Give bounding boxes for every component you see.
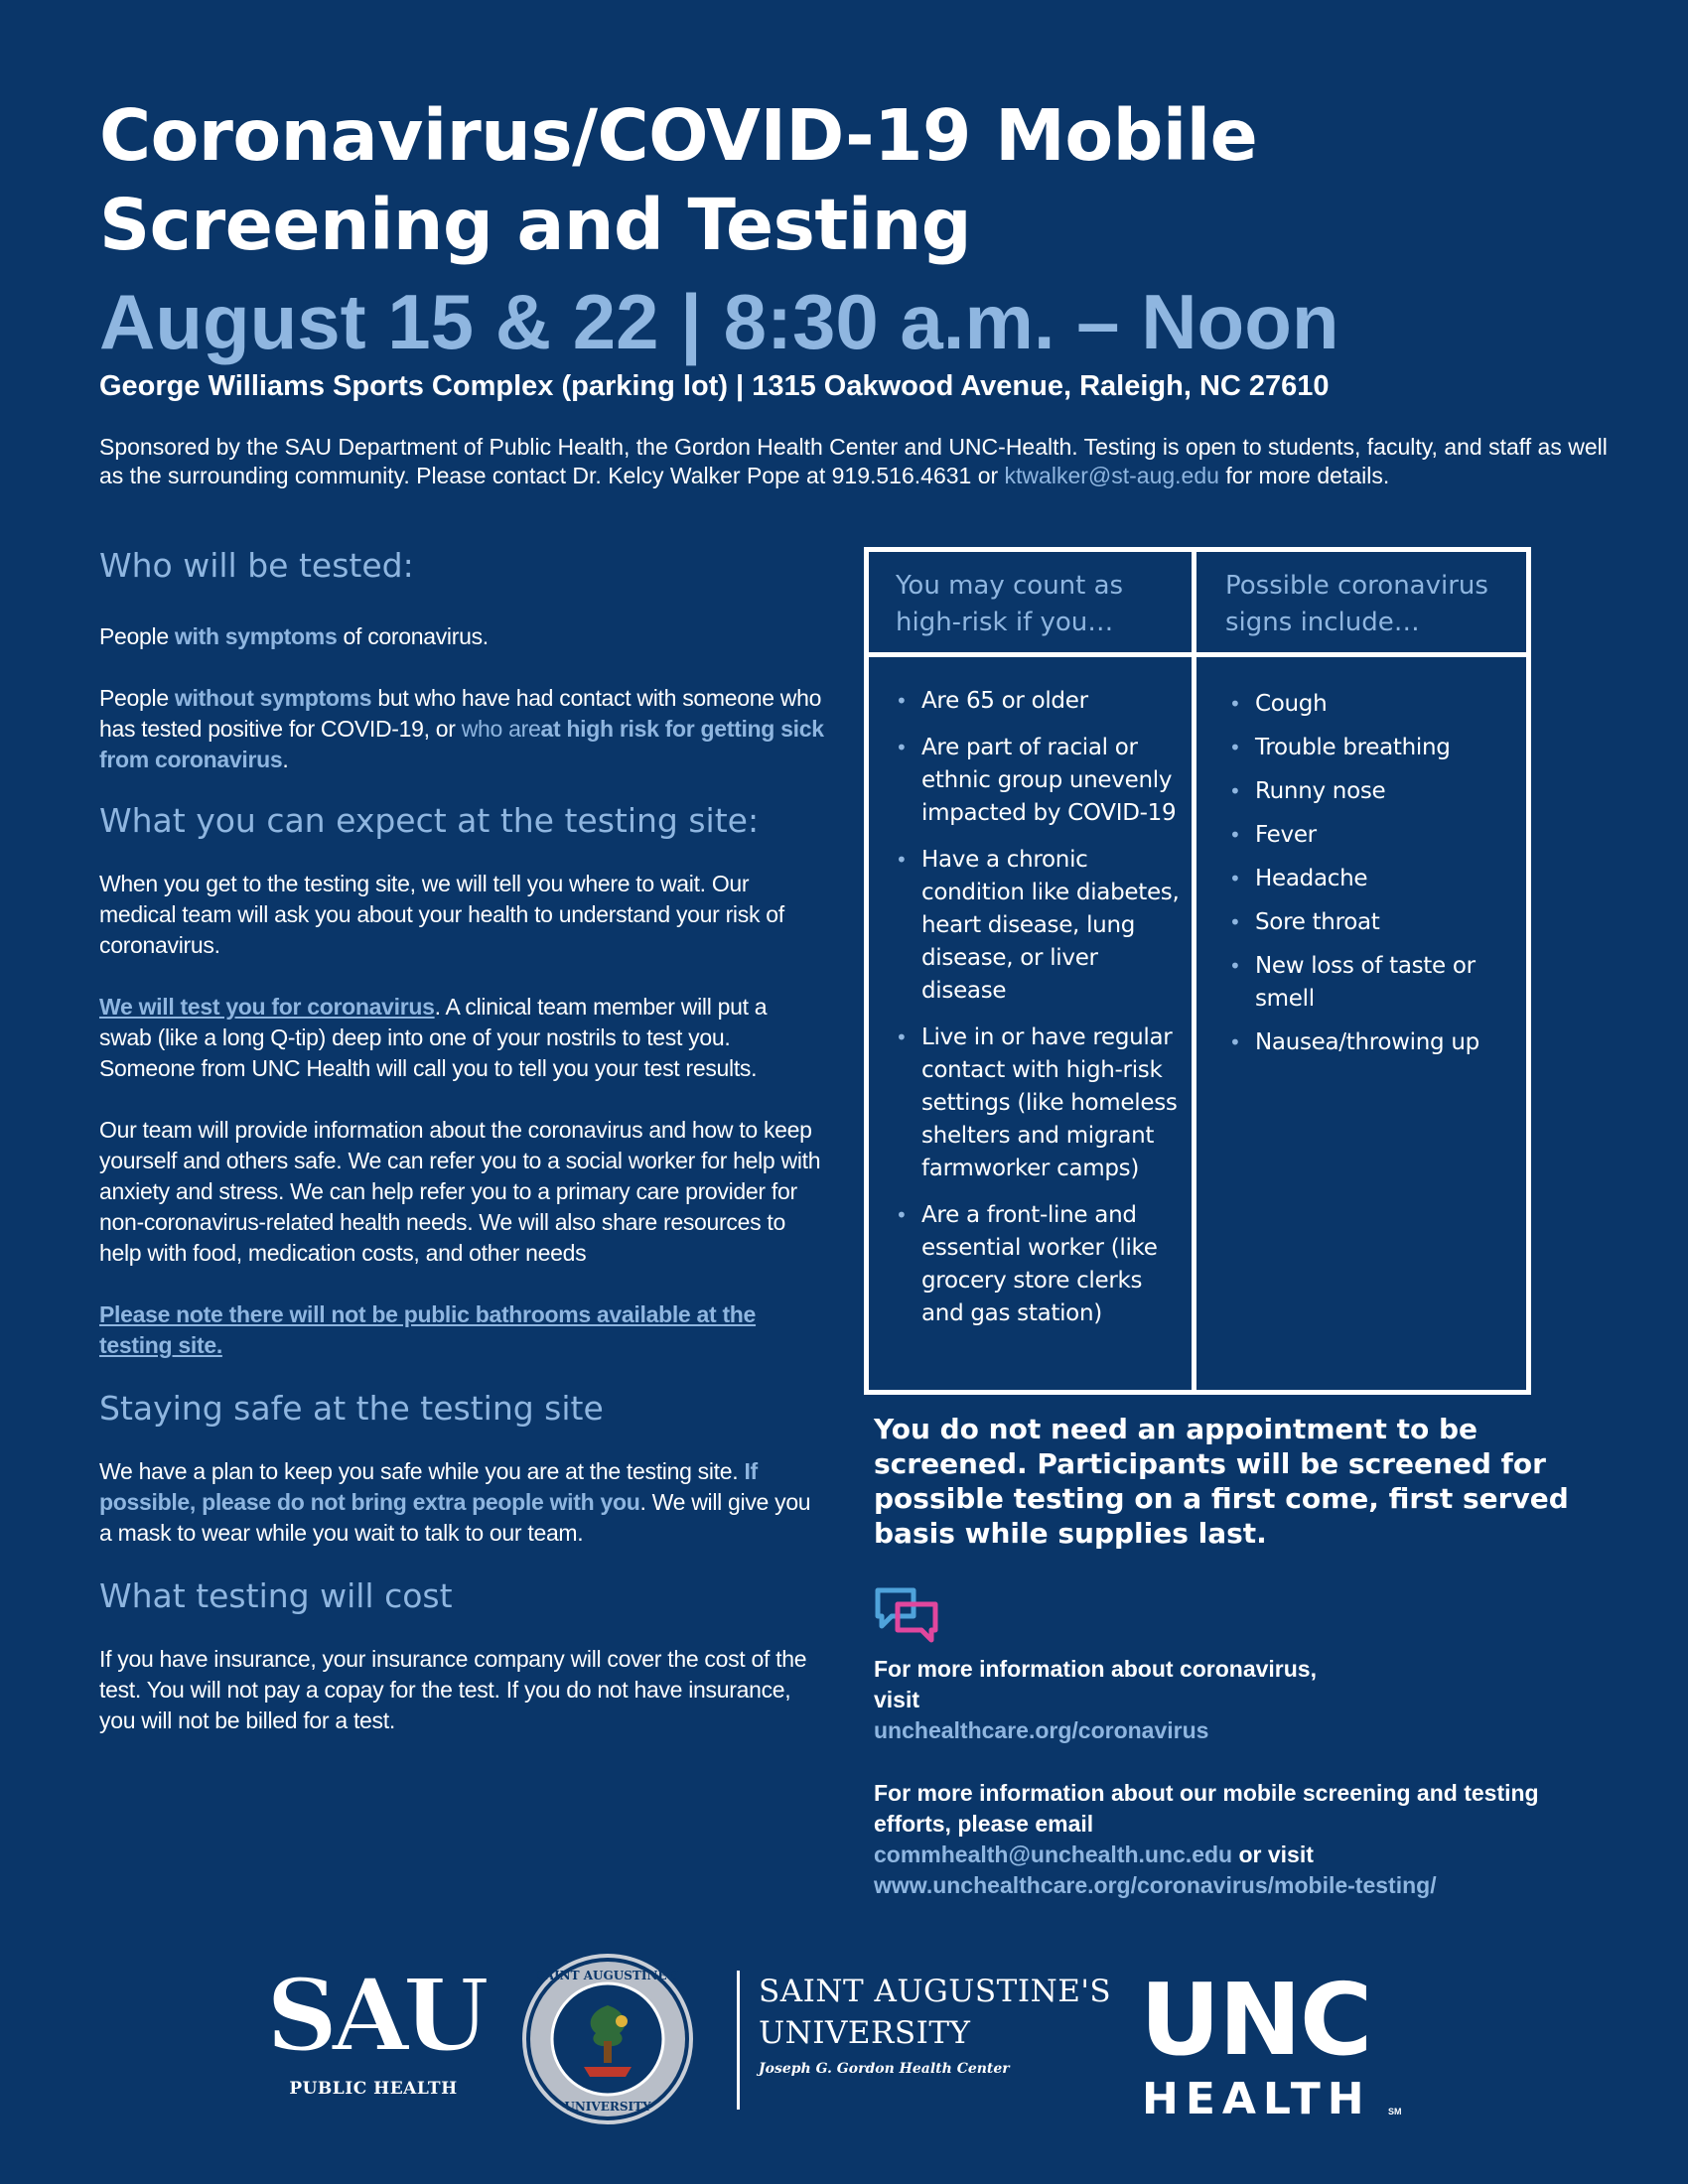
sponsor-paragraph <box>99 433 1609 490</box>
bullet-icon: • <box>1229 1030 1241 1054</box>
gordon-health-center: Joseph G. Gordon Health Center <box>759 2061 1010 2077</box>
high-risk-item: • Have a chronic condition like diabetes, heart disease, lung disease, or liver disease <box>894 844 1188 1008</box>
univ-name-line-1: SAINT AUGUSTINE'S <box>759 1974 1112 2009</box>
bullet-icon: • <box>896 1025 908 1049</box>
more-info-line-1: For more information about coronavirus, visit <box>874 1656 1317 1712</box>
appointment-note: You do not need an appointment to be screened. Participants will be screened for possible testing on a first come, first served basis while supplies last. <box>874 1413 1569 1550</box>
commhealth-email-link[interactable]: commhealth@unchealth.unc.edu <box>874 1842 1233 1867</box>
symptom-item: • Sore throat <box>1227 906 1521 939</box>
left-column <box>99 546 824 1736</box>
bullet-icon: • <box>1229 954 1241 978</box>
bullet-icon: • <box>896 1203 908 1227</box>
high-risk-item: • Are part of racial or ethnic group unevenly impacted by COVID-19 <box>894 732 1188 830</box>
symptom-item: • Headache <box>1227 863 1521 895</box>
who-paragraph-2: People without symptoms but who have had contact with someone who has tested positive for COVID-19, or who areat high risk for getting sick from coronavirus. <box>99 685 824 772</box>
high-risk-item: • Are 65 or older <box>894 685 1188 718</box>
expect-heading: What you can expect at the testing site: <box>99 801 760 840</box>
symptom-item: • Trouble breathing <box>1227 732 1521 764</box>
univ-name-line-2: UNIVERSITY <box>759 2015 971 2051</box>
table-header-divider <box>864 652 1531 657</box>
unc-letters: UNC <box>1140 1962 1371 2078</box>
symptom-item: • Fever <box>1227 819 1521 852</box>
who-paragraph-1: People with symptoms of coronavirus. <box>99 623 489 649</box>
event-location: George Williams Sports Complex (parking lot) | 1315 Oakwood Avenue, Raleigh, NC 27610 <box>99 370 1330 402</box>
cost-paragraph: If you have insurance, your insurance company will cover the cost of the test. You will not pay a copay for the test. If you do not have insurance, you will not be billed for a test. <box>99 1646 807 1733</box>
bullet-icon: • <box>1229 823 1241 847</box>
who-heading: Who will be tested: <box>99 546 414 585</box>
bullet-icon: • <box>896 848 908 872</box>
sau-seal-logo <box>520 1952 695 2126</box>
saint-augustines-wordmark <box>759 1971 1116 2084</box>
signs-list <box>1227 688 1521 1070</box>
page-title: Coronavirus/COVID-19 Mobile Screening and Testing <box>99 94 1258 266</box>
test-link[interactable]: We will test you for coronavirus <box>99 994 435 1020</box>
high-risk-item: • Live in or have regular contact with high-risk settings (like homeless shelters and migrant farmworker camps) <box>894 1022 1188 1185</box>
seal-top-text: SAINT AUGUSTINE'S <box>536 1969 679 1982</box>
coronavirus-link[interactable]: unchealthcare.org/coronavirus <box>874 1717 1209 1743</box>
symptom-item: • Cough <box>1227 688 1521 721</box>
sponsor-tail: for more details. <box>1225 463 1390 488</box>
bullet-icon: • <box>1229 867 1241 890</box>
logo-divider <box>737 1971 740 2110</box>
sau-letters: SAU <box>266 1957 485 2074</box>
expect-paragraph-2: We will test you for coronavirus. A clinical team member will put a swab (like a long Q-tip) deep into one of your nostrils to test you. Someone from UNC Health will call you to tell you your test results. <box>99 994 768 1081</box>
signs-header: Possible coronavirus signs include… <box>1225 571 1488 637</box>
unc-health-text: HEALTH <box>1142 2074 1371 2124</box>
event-date-time: August 15 & 22 | 8:30 a.m. – Noon <box>99 278 1339 365</box>
sponsor-text: Sponsored by the SAU Department of Public Health, the Gordon Health Center and UNC-Health. Testing is open to students, faculty, and staff as well as the surrounding community. Please contact Dr. Kelcy Walker Pope at 919.516.4631 or <box>99 434 1608 488</box>
bullet-icon: • <box>896 736 908 759</box>
more-info-mobile-testing: For more information about our mobile screening and testing efforts, please email commhealth@unchealth.unc.edu or visit www.unchealthcare.org/coronavirus/mobile-testing/ <box>874 1778 1609 1901</box>
cost-heading: What testing will cost <box>99 1576 453 1615</box>
bullet-icon: • <box>896 689 908 713</box>
unc-health-logo <box>1140 1962 1408 2134</box>
contact-email-link[interactable]: ktwalker@st-aug.edu <box>1004 463 1219 488</box>
expect-paragraph-1: When you get to the testing site, we will tell you where to wait. Our medical team will ask you about your health to understand your risk of coronavirus. <box>99 871 784 958</box>
sau-public-health-text: PUBLIC HEALTH <box>289 2079 458 2099</box>
chat-bubbles-icon <box>874 1586 939 1646</box>
seal-bottom-text: UNIVERSITY <box>564 2100 651 2114</box>
high-risk-header: You may count as high-risk if you… <box>896 571 1124 637</box>
bullet-icon: • <box>1229 910 1241 934</box>
symptom-item: • Nausea/throwing up <box>1227 1026 1521 1059</box>
sau-public-health-logo <box>266 1956 485 2115</box>
more-info-coronavirus <box>874 1654 1331 1746</box>
safe-paragraph: We have a plan to keep you safe while you are at the testing site. If possible, please do not bring extra people with you. We will give you a mask to wear while you wait to talk to our team. <box>99 1458 811 1546</box>
high-risk-list <box>894 685 1188 1344</box>
bullet-icon: • <box>1229 779 1241 803</box>
unc-service-mark: SM <box>1388 2107 1402 2116</box>
mobile-testing-link[interactable]: www.unchealthcare.org/coronavirus/mobile-testing/ <box>874 1872 1437 1898</box>
bathroom-note: Please note there will not be public bathrooms available at the testing site. <box>99 1301 757 1358</box>
bullet-icon: • <box>1229 736 1241 759</box>
high-risk-item: • Are a front-line and essential worker (like grocery store clerks and gas station) <box>894 1199 1188 1330</box>
symptom-item: • New loss of taste or smell <box>1227 950 1521 1016</box>
bullet-icon: • <box>1229 692 1241 716</box>
more-info-line-2: For more information about our mobile screening and testing efforts, please email <box>874 1780 1539 1837</box>
expect-paragraph-3: Our team will provide information about the coronavirus and how to keep yourself and others safe. We can refer you to a social worker for help with anxiety and stress. We can help refer you to a primary care provider for non-coronavirus-related health needs. We will also share resources to help with food, medication costs, and other needs <box>99 1117 821 1266</box>
safe-heading: Staying safe at the testing site <box>99 1389 604 1428</box>
table-column-divider <box>1192 547 1196 1395</box>
symptom-item: • Runny nose <box>1227 775 1521 808</box>
